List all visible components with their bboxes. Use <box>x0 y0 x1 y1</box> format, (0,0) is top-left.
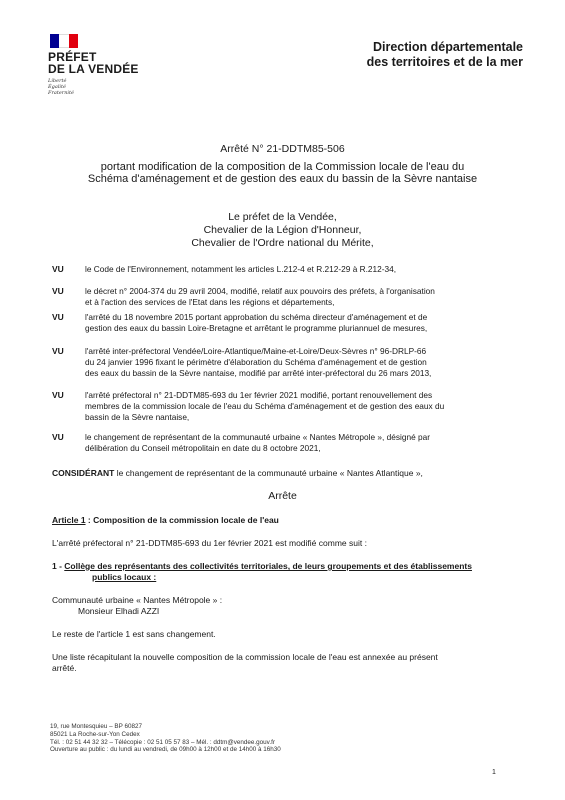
visa-line: le décret n° 2004-374 du 29 avril 2004, modifié, relatif aux pouvoirs des préfets, à l'organisation <box>85 286 435 296</box>
visa-label: VU <box>52 432 64 442</box>
visa-line: l'arrêté inter-préfectoral Vendée/Loire-Atlantique/Maine-et-Loire/Deux-Sèvres n° 96-DRLP-66 <box>85 346 427 356</box>
annex-line-2: arrêté. <box>52 663 77 673</box>
arrete-subtitle <box>0 161 565 185</box>
prefet-line-2: Chevalier de la Légion d'Honneur, <box>203 224 362 236</box>
visa-label: VU <box>52 390 64 400</box>
visa-line: bassin de la Sèvre nantaise, <box>85 412 190 422</box>
visa-line: et à l'action des services de l'Etat dans les régions et départements, <box>85 297 335 307</box>
arrete-number: Arrêté N° 21-DDTM85-506 <box>220 143 345 155</box>
visa-label: VU <box>52 346 64 356</box>
direction-title <box>293 40 523 70</box>
visa-text <box>85 390 525 423</box>
article-1-intro: L'arrêté préfectoral n° 21-DDTM85-693 du 1er février 2021 est modifié comme suit : <box>52 538 367 548</box>
college-heading-2 <box>92 572 522 583</box>
prefet-line-3: Chevalier de l'Ordre national du Mérite, <box>191 237 374 249</box>
annex-note <box>52 652 522 674</box>
direction-line-2: des territoires et de la mer <box>366 55 523 69</box>
motto <box>48 78 168 96</box>
prefet-logo <box>48 34 168 96</box>
prefet-titles <box>0 211 565 250</box>
footer-line-4: Ouverture au public : du lundi au vendredi, de 09h00 à 12h00 et de 14h00 à 16h30 <box>50 746 281 754</box>
footer-line-2: 85021 La Roche-sur-Yon Cedex <box>50 730 140 738</box>
visa-line: l'arrêté du 18 novembre 2015 portant approbation du schéma directeur d'aménagement et de <box>85 312 428 322</box>
direction-line-1: Direction départementale <box>372 40 523 54</box>
visa-text <box>85 346 525 379</box>
visa-line: du 24 janvier 1996 fixant le périmètre d'élaboration du Schéma d'aménagement et de gestion <box>85 357 427 367</box>
prefet-line-1: Le préfet de la Vendée, <box>228 211 337 223</box>
subtitle-line-2: Schéma d'aménagement et de gestion des eaux du bassin de la Sèvre nantaise <box>87 173 478 185</box>
member-org: Communauté urbaine « Nantes Métropole » : <box>52 595 223 605</box>
visa-line: délibération du Conseil métropolitain en date du 8 octobre 2021, <box>85 443 321 453</box>
visa-label: VU <box>52 264 64 274</box>
college-line-2: publics locaux : <box>92 572 157 582</box>
visa-label: VU <box>52 286 64 296</box>
motto-liberte: Liberté <box>48 78 67 84</box>
marianne-flag-icon <box>50 34 78 48</box>
subtitle-line-1: portant modification de la composition de la Commission locale de l'eau du <box>100 161 465 173</box>
logo-line-1: PRÉFET <box>48 50 97 64</box>
college-line-1: Collège des représentants des collectivités territoriales, de leurs groupements et des établissements <box>64 561 472 571</box>
visa-line: le Code de l'Environnement, notamment les articles L.212-4 et R.212-29 à R.212-34, <box>85 264 397 274</box>
article-1-rest: Le reste de l'article 1 est sans changement. <box>52 629 216 639</box>
visa-line: le changement de représentant de la communauté urbaine « Nantes Métropole », désigné par <box>85 432 431 442</box>
page-number: 1 <box>492 769 496 776</box>
article-1-label: Article 1 <box>52 515 86 525</box>
footer-address <box>50 723 430 754</box>
footer-line-3: Tél. : 02 51 44 32 32 – Télécopie : 02 51 05 57 83 – Mél. : ddtm@vendee.gouv.fr <box>50 738 275 746</box>
visa-line: gestion des eaux du bassin Loire-Bretagne et arrêtant le programme pluriannuel de mesures, <box>85 323 428 333</box>
arrete-heading: Arrête <box>268 490 297 502</box>
article-1-title: : Composition de la commission locale de l'eau <box>85 515 279 525</box>
motto-fraternite: Fraternité <box>48 90 74 96</box>
considerant-text: le changement de représentant de la communauté urbaine « Nantes Atlantique », <box>114 468 423 478</box>
visa-text <box>85 264 525 275</box>
visa-text <box>85 312 525 334</box>
visa-label: VU <box>52 312 64 322</box>
visa-line: des eaux du bassin de la Sèvre nantaise, modifié par arrêté inter-préfectoral du 26 mars 2013, <box>85 368 432 378</box>
motto-egalite: Égalité <box>48 84 66 90</box>
article-1-heading <box>52 515 522 526</box>
annex-line-1: Une liste récapitulant la nouvelle composition de la commission locale de l'eau est annexée au présent <box>52 652 438 662</box>
visa-line: l'arrêté préfectoral n° 21-DDTM85-693 du 1er février 2021 modifié, portant renouvellement des <box>85 390 433 400</box>
college-heading <box>52 561 522 572</box>
considerant-label: CONSIDÉRANT <box>52 468 115 478</box>
visa-text <box>85 286 525 308</box>
visa-text <box>85 432 525 454</box>
member-name: Monsieur Elhadi AZZI <box>78 606 160 616</box>
logo-line-2: DE LA VENDÉE <box>48 62 139 76</box>
considerant <box>52 468 522 479</box>
footer-line-1: 19, rue Montesquieu – BP 60827 <box>50 723 142 730</box>
college-prefix: 1 - <box>52 561 65 571</box>
visa-line: membres de la commission locale de l'eau du Schéma d'aménagement et de gestion des eaux du <box>85 401 445 411</box>
